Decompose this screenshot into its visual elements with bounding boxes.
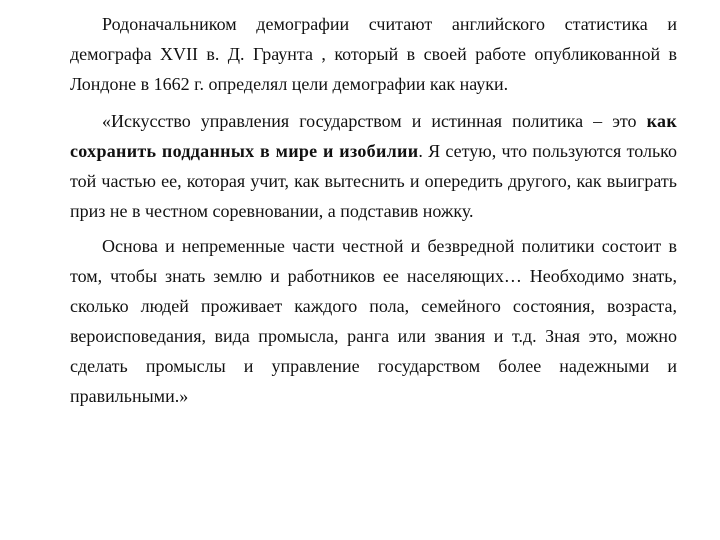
slide-text-body <box>70 9 677 411</box>
paragraph-graunt-intro: Родоначальником демографии считают английского статистика и демографа XVII в. Д. Граунта , который в своей работе опубликованной в Лондоне в 1662 г. определял цели демографии как науки. <box>70 14 677 94</box>
quote-text-before-bold: «Искусство управления государством и истинная политика – это <box>102 111 647 131</box>
paragraph-quote-part-2: Основа и непременные части честной и безвредной политики состоит в том, чтобы знать землю и работников ее населяющих… Необходимо знать, сколько людей проживает каждого пола, семейного состояния, возраста, вероисповедания, вида промысла, ранга или звания и т.д. Зная это, можно сделать промыслы и управление государством более надежными и правильными.» <box>70 236 677 406</box>
quote-text-after-bold: . Я сетую, что пользуются только той частью ее, которая учит, как вытеснить и опередить другого, как выиграть приз не в честном соревновании, а подставив ножку. <box>70 141 677 221</box>
quote-bold-phrase: как сохранить подданных в мире и изобилии <box>70 111 677 161</box>
paragraph-quote-part-1 <box>70 106 677 226</box>
